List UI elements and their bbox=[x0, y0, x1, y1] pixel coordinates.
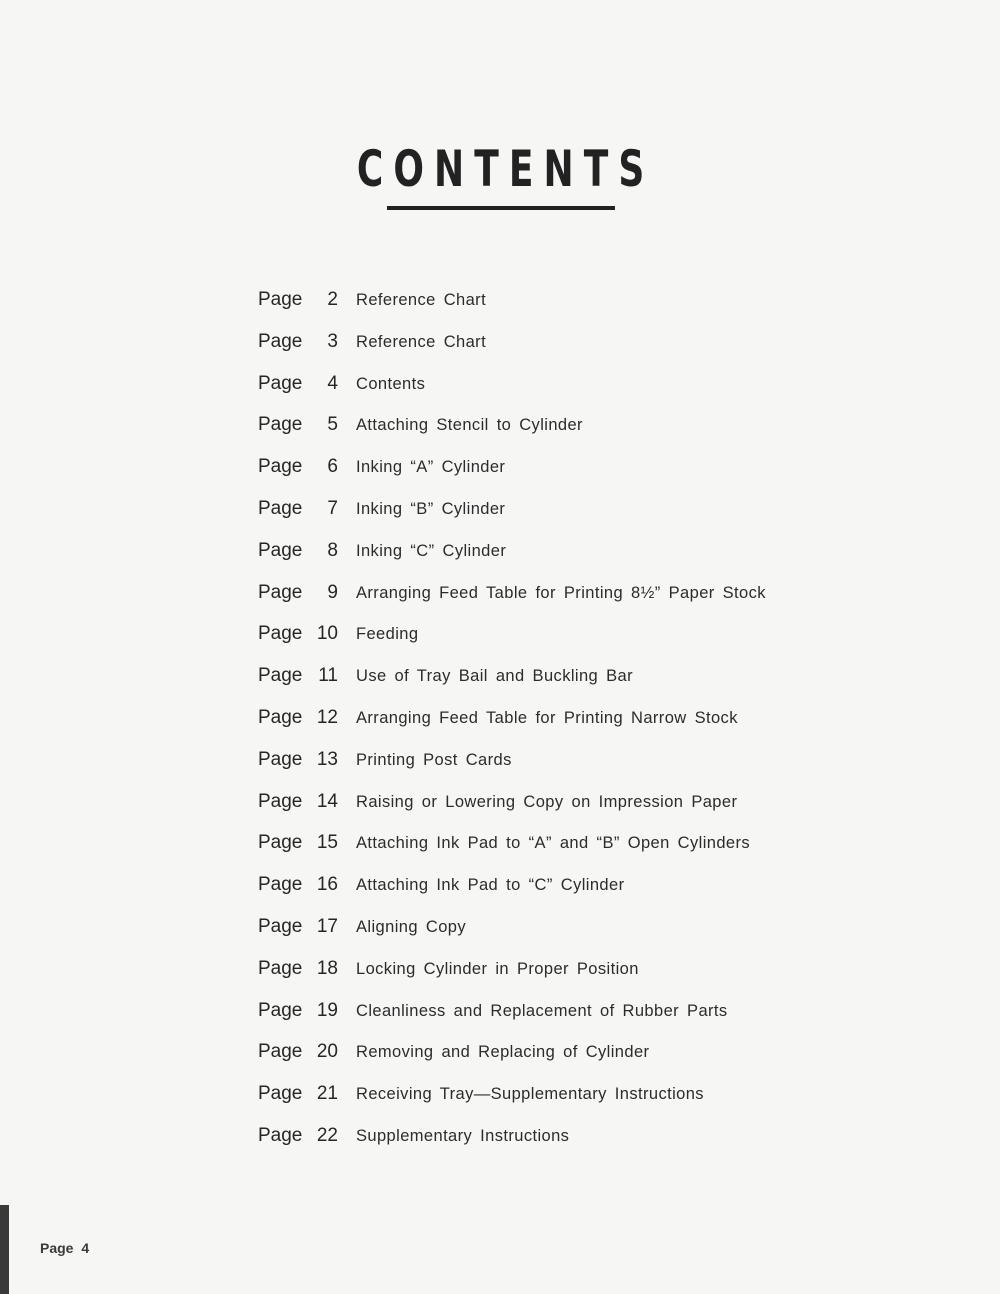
toc-page-number: 3 bbox=[327, 330, 338, 352]
toc-entry bbox=[258, 623, 766, 665]
toc-entry-title: Printing Post Cards bbox=[356, 750, 512, 769]
toc-page-label: Page bbox=[258, 832, 303, 854]
toc-entry bbox=[258, 665, 766, 707]
toc-entry bbox=[258, 1041, 766, 1083]
toc-page-label: Page bbox=[258, 1124, 303, 1146]
toc-entry-title: Inking “C” Cylinder bbox=[356, 541, 507, 560]
toc-entry-title: Inking “A” Cylinder bbox=[356, 458, 506, 477]
toc-page-number: 13 bbox=[316, 748, 338, 770]
toc-entry-title: Locking Cylinder in Proper Position bbox=[356, 959, 639, 978]
toc-page-label: Page bbox=[258, 330, 303, 352]
toc-entry-title: Receiving Tray—Supplementary Instructions bbox=[356, 1085, 704, 1104]
toc-page-label: Page bbox=[258, 790, 303, 812]
toc-page-label: Page bbox=[258, 456, 303, 478]
toc-entry-title: Reference Chart bbox=[356, 291, 487, 309]
toc-page-number: 15 bbox=[316, 832, 338, 854]
toc-entry bbox=[258, 791, 766, 833]
toc-page-number: 2 bbox=[327, 289, 338, 310]
toc-entry bbox=[258, 540, 766, 582]
toc-entry bbox=[258, 749, 766, 791]
toc-page-number: 18 bbox=[316, 957, 338, 979]
toc-page-number: 21 bbox=[316, 1083, 338, 1105]
toc-entry-title: Attaching Ink Pad to “A” and “B” Open Cylinders bbox=[356, 834, 751, 853]
toc-page-number: 17 bbox=[316, 915, 338, 937]
toc-entry bbox=[258, 456, 766, 498]
toc-page-number: 9 bbox=[327, 581, 338, 603]
toc-page-label: Page bbox=[258, 665, 303, 687]
toc-entry bbox=[258, 1125, 766, 1167]
toc-entry-title: Removing and Replacing of Cylinder bbox=[356, 1043, 650, 1062]
toc-entry bbox=[258, 958, 766, 1000]
toc-entry-title: Arranging Feed Table for Printing 8½” Paper Stock bbox=[356, 583, 766, 602]
toc-entry bbox=[258, 707, 766, 749]
page-number-footer: Page 4 bbox=[40, 1240, 90, 1256]
toc-page-label: Page bbox=[258, 1083, 303, 1105]
toc-page-label: Page bbox=[258, 539, 303, 561]
toc-entry bbox=[258, 832, 766, 874]
toc-page-label: Page bbox=[258, 957, 303, 979]
toc-entry-title: Feeding bbox=[356, 625, 419, 644]
toc-page-label: Page bbox=[258, 372, 303, 394]
toc-page-label: Page bbox=[258, 289, 303, 310]
toc-page-label: Page bbox=[258, 748, 303, 770]
toc-entry-title: Aligning Copy bbox=[356, 917, 467, 936]
toc-page-number: 6 bbox=[327, 456, 338, 478]
toc-page-label: Page bbox=[258, 414, 303, 436]
toc-page-label: Page bbox=[258, 706, 303, 728]
toc-page-label: Page bbox=[258, 623, 303, 645]
toc-entry bbox=[258, 582, 766, 624]
toc-page-label: Page bbox=[258, 497, 303, 519]
toc-page-label: Page bbox=[258, 999, 303, 1021]
toc-entry-title: Supplementary Instructions bbox=[356, 1126, 570, 1145]
toc-entry bbox=[258, 916, 766, 958]
toc-page-number: 4 bbox=[327, 372, 338, 394]
toc-entry bbox=[258, 414, 766, 456]
page-title: CONTENTS bbox=[356, 140, 655, 198]
toc-entry bbox=[258, 874, 766, 916]
toc-page-number: 8 bbox=[327, 539, 338, 561]
toc-entry bbox=[258, 331, 766, 373]
toc-entry-title: Inking “B” Cylinder bbox=[356, 499, 506, 518]
toc-entry-title: Contents bbox=[356, 374, 426, 393]
toc-entry bbox=[258, 373, 766, 415]
toc-page-number: 22 bbox=[316, 1124, 338, 1146]
toc-entry-title: Attaching Stencil to Cylinder bbox=[356, 416, 583, 435]
toc-entry-title: Reference Chart bbox=[356, 332, 487, 351]
toc-page-number: 19 bbox=[316, 999, 338, 1021]
table-of-contents bbox=[258, 289, 766, 1167]
toc-page-number: 12 bbox=[316, 706, 338, 728]
toc-page-number: 16 bbox=[316, 874, 338, 896]
toc-page-number: 11 bbox=[318, 665, 338, 687]
toc-page-label: Page bbox=[258, 581, 303, 603]
binding-edge bbox=[0, 1205, 9, 1294]
toc-page-label: Page bbox=[258, 915, 303, 937]
toc-page-number: 14 bbox=[316, 790, 338, 812]
toc-page-number: 20 bbox=[316, 1041, 338, 1063]
toc-entry bbox=[258, 498, 766, 540]
toc-entry-title: Attaching Ink Pad to “C” Cylinder bbox=[356, 876, 625, 895]
toc-entry-title: Use of Tray Bail and Buckling Bar bbox=[356, 667, 633, 686]
toc-entry-title: Cleanliness and Replacement of Rubber Parts bbox=[356, 1001, 728, 1020]
toc-entry bbox=[258, 289, 766, 331]
toc-entry bbox=[258, 1083, 766, 1125]
toc-page-number: 10 bbox=[316, 623, 338, 645]
toc-page-number: 5 bbox=[327, 414, 338, 436]
toc-entry-title: Raising or Lowering Copy on Impression Paper bbox=[356, 792, 738, 811]
toc-page-number: 7 bbox=[327, 497, 338, 519]
toc-page-label: Page bbox=[258, 874, 303, 896]
toc-entry-title: Arranging Feed Table for Printing Narrow Stock bbox=[356, 708, 738, 727]
toc-page-label: Page bbox=[258, 1041, 303, 1063]
toc-entry bbox=[258, 1000, 766, 1042]
title-underline bbox=[387, 206, 615, 210]
